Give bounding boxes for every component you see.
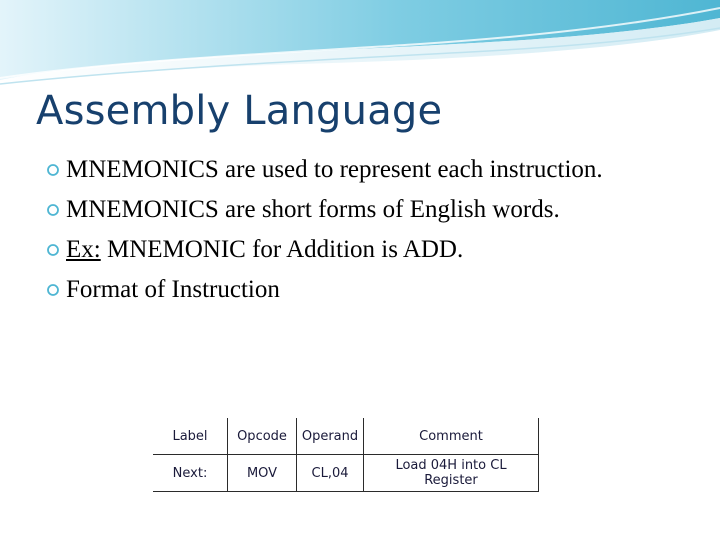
slide-title: Assembly Language <box>36 88 443 134</box>
example-label: Ex: <box>66 236 101 263</box>
instruction-format-table <box>153 418 539 492</box>
open-circle-bullet-icon <box>46 243 60 257</box>
bullet-item <box>46 155 696 185</box>
table-cell: Load 04H into CL Register <box>364 455 539 492</box>
table-cell: CL,04 <box>297 455 364 492</box>
bullet-item <box>46 275 696 305</box>
table-cell: Next: <box>153 455 228 492</box>
open-circle-bullet-icon <box>46 163 60 177</box>
table-row <box>153 455 539 492</box>
bullet-text: MNEMONIC for Addition is ADD. <box>100 236 464 263</box>
bullet-list <box>46 155 696 315</box>
bullet-item <box>46 235 696 265</box>
open-circle-bullet-icon <box>46 283 60 297</box>
bullet-text: Format of Instruction <box>66 276 280 303</box>
header-wave-decoration <box>0 0 720 90</box>
table-header-cell: Operand <box>297 418 364 455</box>
table-cell: MOV <box>228 455 297 492</box>
bullet-text: MNEMONICS are short forms of English words. <box>66 196 560 223</box>
table-header-cell: Comment <box>364 418 539 455</box>
bullet-item <box>46 195 696 225</box>
open-circle-bullet-icon <box>46 203 60 217</box>
table-header-cell: Opcode <box>228 418 297 455</box>
table-header-row <box>153 418 539 455</box>
bullet-text: MNEMONICS are used to represent each instruction. <box>66 156 603 183</box>
table-header-cell: Label <box>153 418 228 455</box>
